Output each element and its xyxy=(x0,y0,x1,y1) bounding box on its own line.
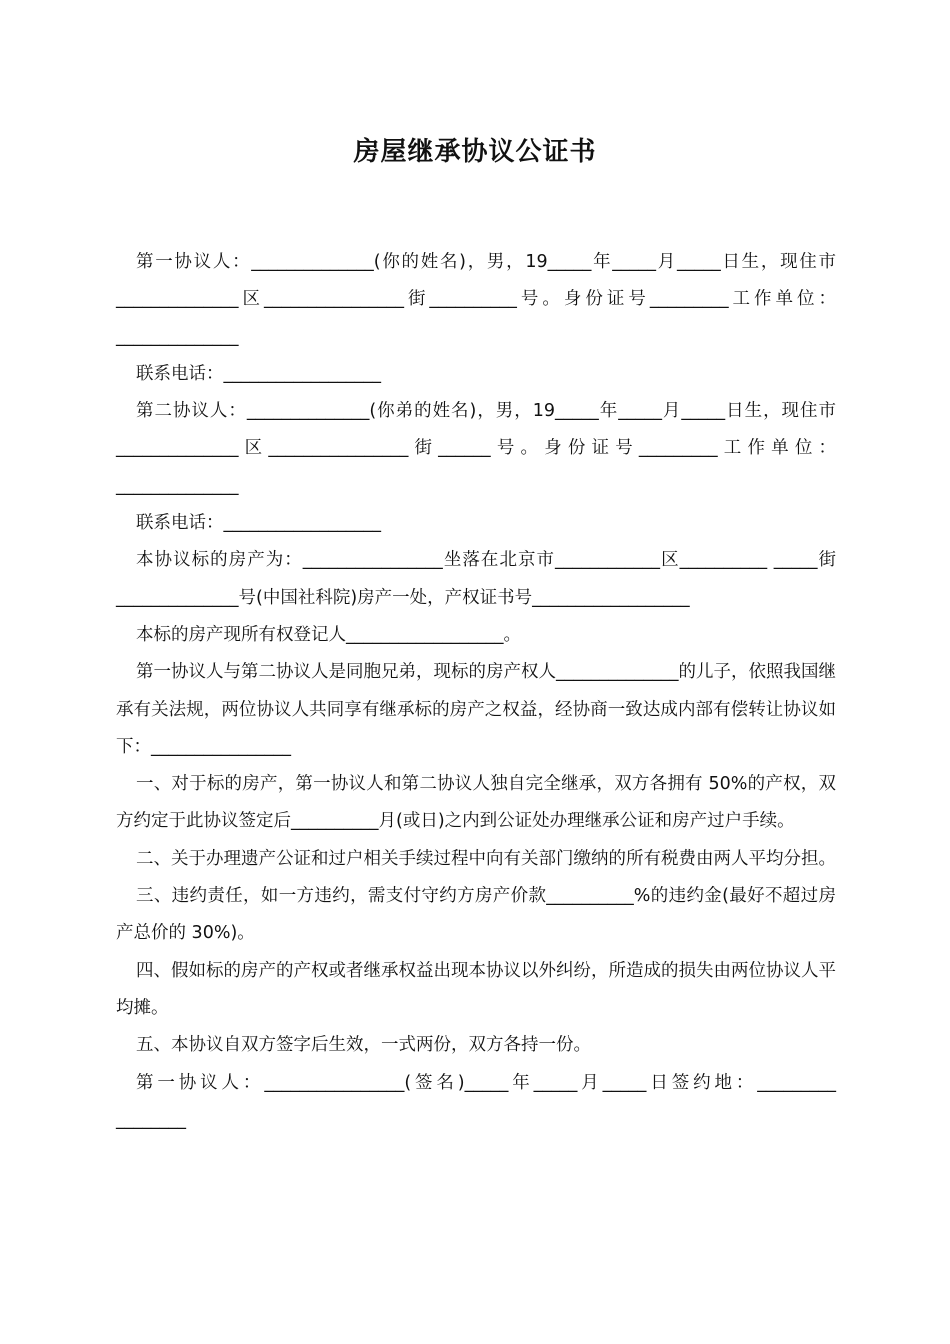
party-two-phone: 联系电话：__________________ xyxy=(136,513,381,534)
party-two-info: 第二协议人：______________(你弟的姓名)，男，19_____年_____月_____日生，现住市______________区________________街______号。身份证号_________工作单位：______________ xyxy=(116,401,836,496)
clause-five: 五、本协议自双方签字后生效，一式两份，双方各持一份。 xyxy=(136,1035,591,1056)
party-one-phone: 联系电话：__________________ xyxy=(136,363,381,384)
clause-three: 三、违约责任，如一方违约，需支付守约方房产价款__________%的违约金(最好不超过房产总价的 30%)。 xyxy=(116,886,836,944)
signature-line: 第一协议人：________________(签名)_____年_____月_____日签约地：_________ ________ xyxy=(116,1072,836,1130)
inheritance-basis: 第一协议人与第二协议人是同胞兄弟，现标的房产权人______________的儿子，依照我国继承有关法规，两位协议人共同享有继承标的房产之权益，经协商一致达成内部有偿转让协议如下：________________ xyxy=(116,662,836,757)
clause-two: 二、关于办理遗产公证和过户相关手续过程中向有关部门缴纳的所有税费由两人平均分担。 xyxy=(136,848,836,869)
party-one-info: 第一协议人：______________(你的姓名)，男，19_____年_____月_____日生，现住市______________区________________街__________号。身份证号_________工作单位：______________ xyxy=(116,252,836,347)
property-registrant: 本标的房产现所有权登记人__________________。 xyxy=(136,624,521,645)
clause-one: 一、对于标的房产，第一协议人和第二协议人独自完全继承，双方各拥有 50%的产权，双方约定于此协议签定后__________月(或日)之内到公证处办理继承公证和房产过户手续。 xyxy=(116,774,836,832)
document-body xyxy=(116,244,836,1139)
property-location: 本协议标的房产为：________________坐落在北京市____________区__________ _____街______________号(中国社科院)房产一处，产权证书号__________________ xyxy=(116,550,836,608)
document-title: 房屋继承协议公证书 xyxy=(353,137,597,167)
clause-four: 四、假如标的房产的产权或者继承权益出现本协议以外纠纷，所造成的损失由两位协议人平均摊。 xyxy=(116,960,836,1018)
